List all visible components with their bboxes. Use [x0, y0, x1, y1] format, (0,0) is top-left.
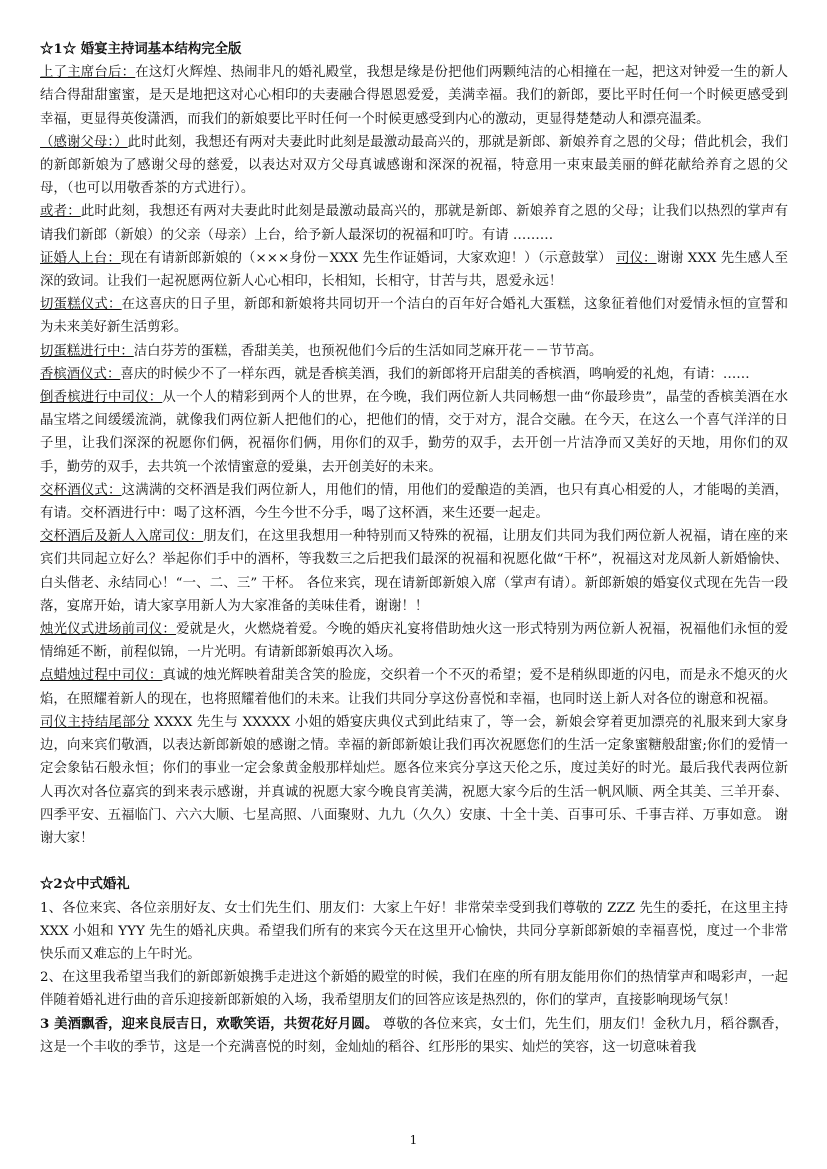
paragraph-text: 尊敬的各位来宾，女士们，先生们，朋友们！金秋九月，稻谷飘香，这是一个丰收的季节，这是一个充满喜悦的时刻，金灿灿的稻谷、红彤彤的果实、灿烂的笑容，这一切意味着我	[40, 1016, 788, 1055]
paragraph-text: 爱就是火，火燃烧着爱。今晚的婚庆礼宴将借助烛火这一形式特别为两位新人祝福，祝福他们永恒的爱情绵延不断，前程似锦，一片光明。有请新郎新娘再次入场。	[40, 622, 789, 661]
paragraph-cross-cup	[40, 479, 788, 525]
paragraph-text: 此时此刻，我想还有两对夫妻此时此刻是最激动最高兴的，那就是新郎、新娘养育之恩的父母；借此机会，我们的新郎新娘为了感谢父母的慈爱，以表达对双方父母真诚感谢和深深的祝福，特意用一束束最美丽的鲜花献给养育之恩的父母，（也可以用敬香茶的方式进行）。	[40, 134, 788, 197]
section-2-paragraph-1: 1、各位来宾、各位亲朋好友、女士们先生们、朋友们：大家上午好！非常荣幸受到我们尊敬的 ZZZ 先生的委托，在这里主持 XXX 小姐和 YYY 先生的婚礼庆典。希望我们所有的来宾今天在这里开心愉快，共同分享新郎新娘的幸福喜悦，度过一个非常快乐而又难忘的上午时光。	[40, 900, 788, 962]
section-gap	[40, 850, 788, 873]
paragraph-label: 交杯酒仪式：	[40, 482, 122, 498]
section-2-paragraph-2: 2、在这里我希望当我们的新郎新娘携手走进这个新婚的殿堂的时候，我们在座的所有朋友能用你们的热情掌声和喝彩声，一起伴随着婚礼进行曲的音乐迎接新郎新娘的入场，我希望朋友们的回答应该是热烈的，你们的掌声，直接影响现场气氛！	[40, 970, 788, 1009]
paragraph-bold-lead: 3 美酒飘香，迎来良辰吉日，欢歌笑语，共贺花好月圆。	[40, 1015, 379, 1032]
paragraph-label: （感谢父母：）	[40, 134, 128, 150]
paragraph-candle-entry	[40, 618, 788, 664]
paragraph-text: 此时此刻，我想还有两对夫妻此时此刻是最激动最高兴的，那就是新郎、新娘养育之恩的父母；让我们以热烈的掌声有请我们新郎（新娘）的父亲（母亲）上台，给予新人最深切的祝福和叮咛。有请 ………	[40, 204, 788, 243]
paragraph-label: 倒香槟进行中司仪：	[40, 390, 163, 406]
paragraph-closing	[40, 711, 788, 850]
paragraph-cake	[40, 293, 788, 339]
section-2-title: ☆2☆中式婚礼	[40, 876, 130, 893]
paragraph-thank-parents	[40, 131, 788, 201]
paragraph-text: 在这喜庆的日子里，新郎和新娘将共同切开一个洁白的百年好合婚礼大蛋糕，这象征着他们对爱情永恒的宣誓和为未来美好新生活剪彩。	[40, 297, 788, 336]
paragraph-text: 谢谢 XXX 先生感人至深的致词。让我们一起祝愿两位新人心心相印，长相知，长相守，甘苦与共，恩爱永远！	[40, 250, 789, 290]
paragraph-text: XXXX 先生与 XXXXX 小姐的婚宴庆典仪式到此结束了，等一会，新娘会穿着更加漂亮的礼服来到大家身边，向来宾们敬酒，以表达新郎新娘的感谢之情。幸福的新郎新娘让我们再次祝愿您们的生活一定象蜜糖般甜蜜;你们的爱情一定会象钻石般永恒；你们的事业一定会象黄金般那样灿烂。愿各位来宾分享这天伦之乐，度过美好的时光。最后我代表两位新人再次对各位嘉宾的到来表示感谢，并真诚的祝愿大家今晚良宵美满，祝愿大家今后的生活一帆风顺、两全其美、三羊开泰、四季平安、五福临门、六六大顺、七星高照、八面聚财、九九（久久）安康、十全十美、百事可乐、千事吉祥、万事如意。 谢谢大家！	[40, 714, 788, 846]
paragraph-label: 切蛋糕进行中：	[40, 343, 134, 359]
section-2-paragraph-3	[40, 1013, 788, 1059]
document-page	[40, 38, 788, 1059]
paragraph-text: 洁白芬芳的蛋糕，香甜美美，也预祝他们今后的生活如同芝麻开花－－节节高。	[133, 343, 603, 359]
paragraph-label: 交杯酒后及新人入席司仪：	[40, 529, 204, 545]
paragraph-witness	[40, 247, 788, 293]
paragraph-label-emcee: 司仪：	[616, 250, 657, 266]
paragraph-or	[40, 200, 788, 246]
paragraph-cake-cutting	[40, 340, 788, 363]
paragraph-text: 这满满的交杯酒是我们两位新人，用他们的情，用他们的爱酿造的美酒，也只有真心相爱的人，才能喝的美酒，有请。交杯酒进行中：喝了这杯酒，今生今世不分手，喝了这杯酒，来生还要一起走。	[40, 482, 788, 522]
paragraph-text: 在这灯火辉煌、热闹非凡的婚礼殿堂，我想是缘是份把他们两颗纯洁的心相撞在一起，把这对钟爱一生的新人结合得甜甜蜜蜜，是天是地把这对心心相印的夫妻融合得恩恩爱爱，美满幸福。我们的新郎，要比平时任何一个时候更感受到幸福，更显得英俊潇洒，而我们的新娘要比平时任何一个时候更感受到内心的激动，更显得楚楚动人和漂亮温柔。	[40, 65, 789, 127]
paragraph-label: 上了主席台后：	[40, 65, 136, 81]
paragraph-label: 点蜡烛过程中司仪：	[40, 668, 163, 684]
paragraph-text: 从一个人的精彩到两个人的世界，在今晚，我们两位新人共同畅想一曲“你最珍贵”，晶莹的香槟美酒在水晶宝塔之间缓缓流淌，就像我们两位新人把他们的心，把他们的情，交于对方，混合交融。在今天，在这么一个喜气洋洋的日子里，让我们深深的祝愿你们俩，祝福你们俩，用你们的双手，勤劳的双手，去开创一片洁净而又美好的天地，用你们的双手，勤劳的双手，去共筑一个浓情蜜意的爱巢，去开创美好的未来。	[40, 390, 788, 475]
paragraph-label: 烛光仪式进场前司仪：	[40, 622, 177, 638]
page-number: 1	[409, 1133, 418, 1147]
paragraph-champagne	[40, 363, 788, 386]
paragraph-label: 司仪主持结尾部分	[40, 714, 150, 730]
paragraph-stage	[40, 61, 788, 131]
paragraph-pour-champagne	[40, 386, 788, 479]
paragraph-label: 香槟酒仪式：	[40, 366, 121, 382]
section-1-title: ☆1☆ 婚宴主持词基本结构完全版	[40, 41, 242, 57]
paragraph-text: 真诚的烛光辉映着甜美含笑的脸庞，交织着一个不灭的希望；爱不是稍纵即逝的闪电，而是永不熄灭的火焰，在照耀着新人的现在，也将照耀着他们的未来。让我们共同分享这份喜悦和幸福，也同时送上新人对各位的谢意和祝福。	[40, 668, 788, 707]
paragraph-text: 喜庆的时候少不了一样东西，就是香槟美酒，我们的新郎将开启甜美的香槟酒，鸣响爱的礼炮，有请：……	[120, 366, 750, 382]
paragraph-label: 或者：	[40, 204, 81, 220]
paragraph-label: 证婚人上台：	[40, 250, 121, 266]
paragraph-after-cross-cup	[40, 525, 788, 618]
paragraph-text: 现在有请新郎新娘的（×××身份－XXX 先生作证婚词，大家欢迎！）（示意鼓掌）	[120, 250, 617, 266]
paragraph-text: 朋友们，在这里我想用一种特别而又特殊的祝福，让朋友们共同为我们两位新人祝福，请在座的来宾们共同起立好么？举起你们手中的酒杯，等我数三之后把我们最深的祝福和祝愿化做“干杯”，祝福这对龙凤新人新婚愉快、白头偕老、永结同心！“一、二、三” 干杯。 各位来宾，现在请新郎新娘入席（掌声有请）。新郎新娘的婚宴仪式现在先告一段落，宴席开始，请大家享用新人为大家准备的美味佳肴，谢谢！！	[40, 529, 789, 614]
paragraph-label: 切蛋糕仪式：	[40, 297, 122, 313]
paragraph-candle-lighting	[40, 664, 788, 710]
